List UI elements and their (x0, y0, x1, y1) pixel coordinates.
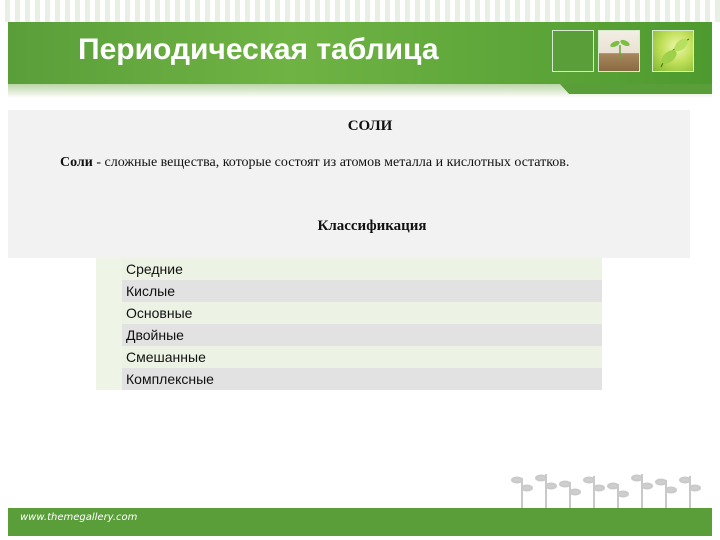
classification-table (96, 258, 602, 390)
table-cell: Основные (122, 302, 602, 324)
table-row (96, 302, 602, 324)
leaf-image (652, 30, 694, 72)
classification-heading: Классификация (317, 218, 427, 234)
table-cell: Двойные (122, 324, 602, 346)
table-cell: Комплексные (122, 368, 602, 390)
table-cell: Средние (122, 258, 602, 280)
section-heading: СОЛИ (347, 118, 393, 134)
definition-text: - сложные вещества, которые состоят из атомов металла и кислотных остатков. (92, 155, 570, 170)
slide-title: Периодическая таблица (78, 33, 439, 66)
table-row (96, 346, 602, 368)
definition-paragraph (16, 150, 656, 176)
top-dashed-strip (0, 0, 720, 22)
seedling-soil-image (598, 30, 640, 72)
green-thumbnail-image (552, 30, 594, 72)
table-cell: Смешанные (122, 346, 602, 368)
sprouts-decoration (510, 468, 710, 510)
definition-term: Соли (60, 155, 93, 170)
table-row (96, 368, 602, 390)
footer-website: www.themegallery.com (20, 512, 138, 523)
table-row (96, 280, 602, 302)
table-row (96, 324, 602, 346)
header-notch (560, 84, 712, 94)
table-cell: Кислые (122, 280, 602, 302)
table-row (96, 258, 602, 280)
